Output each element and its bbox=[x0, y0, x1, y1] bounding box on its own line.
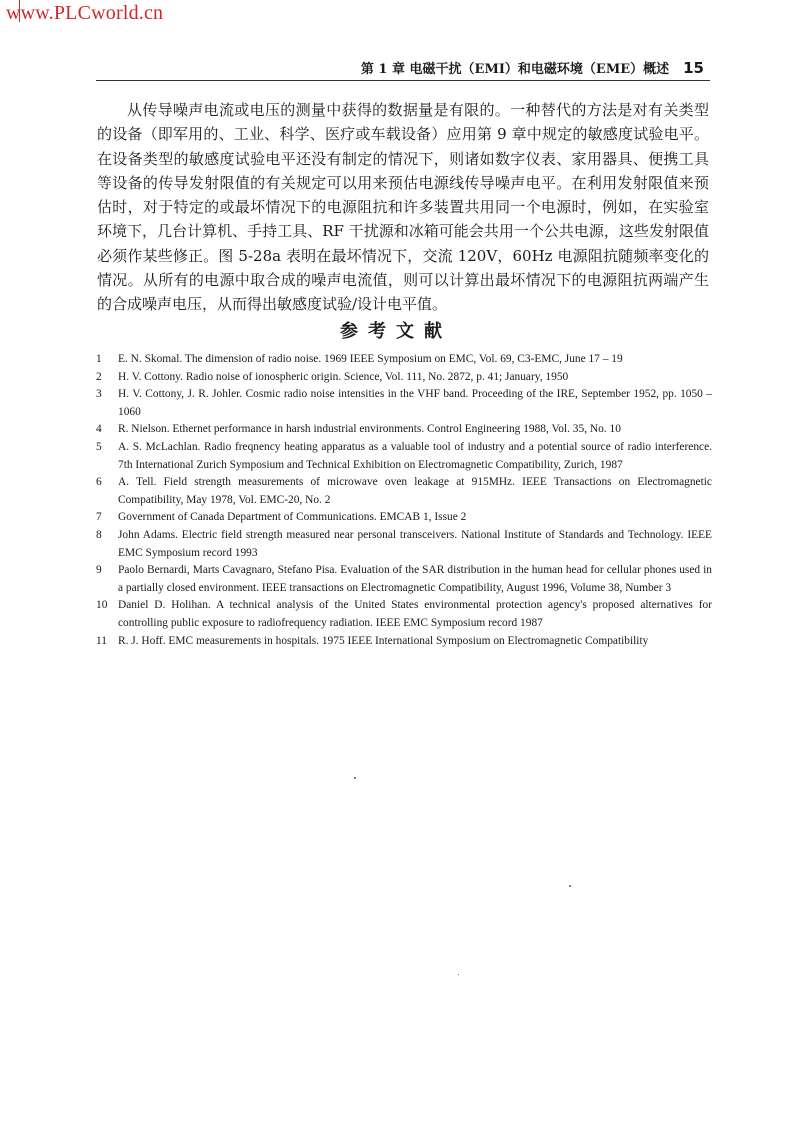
reference-item bbox=[96, 633, 712, 651]
reference-number: 2 bbox=[96, 370, 102, 383]
reference-item bbox=[96, 474, 712, 509]
reference-text: E. N. Skomal. The dimension of radio noise. 1969 IEEE Symposium on EMC, Vol. 69, C3-EMC, June 17 – 19 bbox=[118, 353, 623, 365]
reference-number: 9 bbox=[96, 564, 102, 577]
reference-item bbox=[96, 597, 712, 632]
reference-text: H. V. Cottony, J. R. Johler. Cosmic radio noise intensities in the VHF band. Proceeding of the IRE, September 1952, pp. 1050 – 1060 bbox=[118, 388, 712, 418]
reference-number: 4 bbox=[96, 423, 102, 436]
reference-item bbox=[96, 527, 712, 562]
running-title: 第 1 章 电磁干扰（EMI）和电磁环境（EME）概述 bbox=[360, 62, 670, 77]
reference-number: 5 bbox=[96, 440, 102, 453]
scan-speck bbox=[354, 777, 356, 779]
reference-text: R. J. Hoff. EMC measurements in hospitals. 1975 IEEE International Symposium on Electromagnetic Compatibility bbox=[118, 634, 649, 647]
reference-text: Government of Canada Department of Communications. EMCAB 1, Issue 2 bbox=[118, 511, 467, 524]
body-paragraph: 从传导噪声电流或电压的测量中获得的数据量是有限的。一种替代的方法是对有关类型的设备（即军用的、工业、科学、医疗或车载设备）应用第 9 章中规定的敏感度试验电平。在设备类型的敏感度试验电平还没有制定的情况下，则诸如数字仪表、家用器具、便携工具等设备的传导发射限值的有关规定可以用来预估电源线传导噪声电平。在利用发射限值来预估时，对于特定的或最坏情况下的电源阻抗和许多装置共用同一个电源时，例如，在实验室环境下，几台计算机、手持工具、RF 干扰源和冰箱可能会共用一个公共电源，这些发射限值必须作某些修正。图 5-28a 表明在最坏情况下，交流 120V，60Hz 电源阻抗随频率变化的情况。从所有的电源中取合成的噪声电流值，则可以计算出最坏情况下的电源阻抗两端产生的合成噪声电压，从而得出敏感度试验/设计电平值。 bbox=[97, 101, 709, 314]
header-rule bbox=[96, 80, 710, 81]
reference-item bbox=[96, 439, 712, 474]
references-heading: 参考文献 bbox=[340, 321, 452, 342]
running-head bbox=[361, 58, 704, 77]
reference-item bbox=[96, 351, 712, 369]
reference-item bbox=[96, 369, 712, 387]
reference-item bbox=[96, 562, 712, 597]
reference-text: R. Nielson. Ethernet performance in harsh industrial environments. Control Engineering 1988, Vol. 35, No. 10 bbox=[118, 423, 621, 436]
reference-item bbox=[96, 386, 712, 421]
reference-text: John Adams. Electric field strength measured near personal transceivers. National Institute of Standards and Technology. IEEE EMC Symposium record 1993 bbox=[118, 528, 712, 559]
reference-text: Paolo Bernardi, Marts Cavagnaro, Stefano Pisa. Evaluation of the SAR distribution in the human head for cellular phones used in a partially closed environment. IEEE transactions on Electromagnetic Compatibility, August 1996, Volume 38, Number 3 bbox=[118, 564, 712, 594]
reference-item bbox=[96, 509, 712, 527]
reference-number: 7 bbox=[96, 511, 102, 524]
reference-text: A. S. McLachlan. Radio freqnency heating apparatus as a valuable tool of industry and a potential source of radio interference. 7th International Zurich Symposium and Technical Exhibition on Electromagnetic Compatibility, Zurich, 1987 bbox=[118, 440, 712, 471]
reference-list bbox=[96, 351, 712, 650]
scan-speck bbox=[458, 974, 459, 975]
page-number: 15 bbox=[683, 59, 704, 77]
reference-text: H. V. Cottony. Radio noise of ionospheric origin. Science, Vol. 111, No. 2872, p. 41; January, 1950 bbox=[118, 370, 569, 383]
reference-number: 11 bbox=[96, 634, 107, 647]
reference-text: Daniel D. Holihan. A technical analysis of the United States environmental protection agency's proposed alternatives for controlling public exposure to radiofrequency radiation. IEEE EMC Symposium record 1987 bbox=[118, 599, 712, 629]
reference-number: 10 bbox=[96, 599, 108, 612]
scan-speck bbox=[569, 885, 571, 887]
reference-number: 8 bbox=[96, 528, 102, 541]
reference-number: 6 bbox=[96, 476, 102, 489]
reference-number: 1 bbox=[96, 353, 102, 365]
watermark: www.PLCworld.cn bbox=[6, 2, 164, 24]
reference-item bbox=[96, 421, 712, 439]
reference-text: A. Tell. Field strength measurements of microwave oven leakage at 915MHz. IEEE Transactions on Electromagnetic Compatibility, May 1978, Vol. EMC-20, No. 2 bbox=[118, 476, 712, 506]
reference-number: 3 bbox=[96, 388, 102, 401]
